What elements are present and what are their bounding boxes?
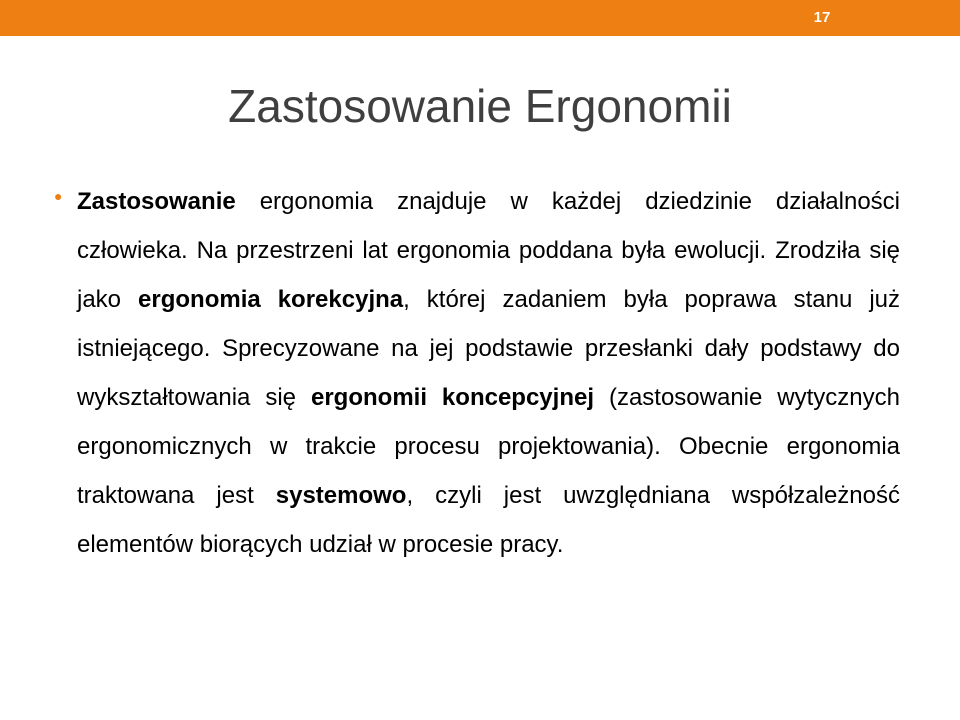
bullet-list xyxy=(54,177,904,569)
slide-title: Zastosowanie Ergonomii xyxy=(228,80,732,132)
slide-number: 17 xyxy=(813,9,831,26)
bold-term: Zastosowanie xyxy=(77,188,236,215)
bold-term: systemowo xyxy=(275,482,407,509)
bold-term: ergonomii koncepcyjnej xyxy=(310,384,594,411)
bold-term: ergonomia korekcyjna xyxy=(138,286,404,313)
text-segment: (zastosowanie wytycznych ergonomicznych w trakcie procesu projektowania). Obecnie ergonomia traktowana jest xyxy=(77,384,900,509)
text-segment: , której zadaniem była poprawa stanu już istniejącego. Sprecyzowane na jej podstawie przesłanki dały podstawy do wykształtowania się xyxy=(77,286,900,411)
text-segment: ergonomia znajduje w każdej dziedzinie działalności człowieka. Na przestrzeni lat ergonomia poddana była ewolucji. Zrodziła się jako xyxy=(77,188,900,313)
bullet-dot-icon: ● xyxy=(54,188,63,204)
top-accent-bar xyxy=(0,0,960,36)
text-segment: , czyli jest uwzględniana współzależność elementów biorących udział w procesie pracy. xyxy=(77,482,900,558)
bullet-text xyxy=(77,177,900,569)
